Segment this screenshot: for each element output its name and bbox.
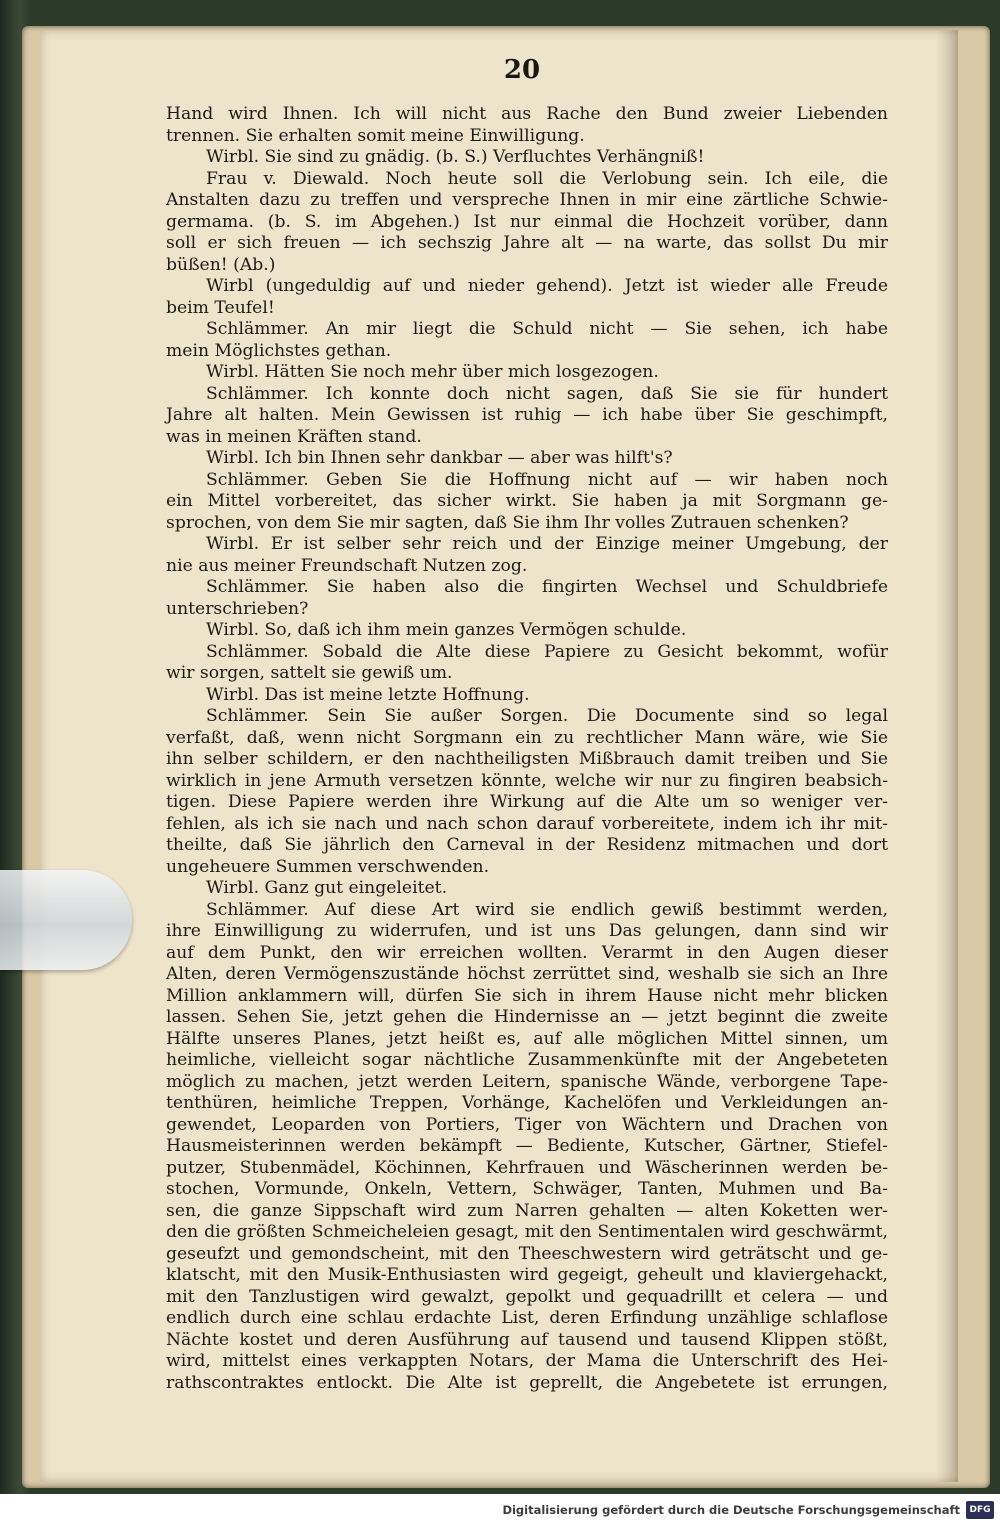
text-line: ihre Einwilligung zu widerrufen, und ist uns Das gelungen, dann sind wir: [166, 921, 888, 941]
text-line: sen, die ganze Sippschaft wird zum Narren gehalten — alten Koketten wer-: [166, 1200, 888, 1221]
text-line: Nächte kostet und deren Ausführung auf tausend und tausend Klippen stößt,: [166, 1329, 888, 1350]
body-text: [166, 104, 888, 1394]
text-line: Schlämmer. Sobald die Alte diese Papiere zu Gesicht bekommt, wofür: [206, 641, 888, 662]
text-line: Schlämmer. An mir liegt die Schuld nicht — Sie sehen, ich habe: [206, 319, 888, 339]
dfg-logo-icon: DFG: [966, 1501, 994, 1519]
text-line: klatscht, mit den Musik-Enthusiasten wird gegeigt, geheult und klaviergehackt,: [166, 1265, 888, 1285]
text-line: nie aus meiner Freundschaft Nutzen zog.: [166, 555, 528, 576]
text-line: trennen. Sie erhalten somit meine Einwilligung.: [166, 125, 585, 146]
text-line: stochen, Vormunde, Onkeln, Vettern, Schwäger, Tanten, Muhmen und Ba-: [166, 1179, 888, 1199]
text-line: den die größten Schmeicheleien gesagt, mit den Sentimentalen wird geschwärmt,: [166, 1222, 888, 1242]
page-clip: [0, 870, 132, 970]
text-line: Wirbl. Das ist meine letzte Hoffnung.: [206, 684, 530, 705]
text-line: Anstalten dazu zu treffen und verspreche Ihnen in mir eine zärtliche Schwie-: [166, 190, 888, 210]
text-line: Schlämmer. Geben Sie die Hoffnung nicht auf — wir haben noch: [206, 469, 888, 490]
text-line: theilte, daß Sie jährlich den Carneval in der Residenz mitmachen und dort: [166, 835, 888, 855]
text-line: lassen. Sehen Sie, jetzt gehen die Hindernisse an — jetzt beginnt die zweite: [166, 1007, 888, 1027]
text-line: Frau v. Diewald. Noch heute soll die Verlobung sein. Ich eile, die: [206, 168, 888, 189]
dfg-credit: Digitalisierung gefördert durch die Deutsche Forschungsgemeinschaft: [502, 1503, 960, 1517]
text-line: Hälfte unseres Planes, jetzt heißt es, auf alle möglichen Mittel sinnen, um: [166, 1028, 888, 1049]
text-line: Wirbl. Ich bin Ihnen sehr dankbar — aber was hilft's?: [206, 448, 673, 468]
text-line: putzer, Stubenmädel, Köchinnen, Kehrfrauen und Wäscherinnen werden be-: [166, 1157, 888, 1178]
text-line: büßen! (Ab.): [166, 254, 276, 275]
text-line: sprochen, von dem Sie mir sagten, daß Sie ihm Ihr volles Zutrauen schenken?: [166, 512, 849, 533]
text-line: Jahre alt halten. Mein Gewissen ist ruhig — ich habe über Sie geschimpft,: [166, 405, 888, 425]
text-line: heimliche, vielleicht sogar nächtliche Zusammenkünfte mit der Angebeteten: [166, 1050, 888, 1070]
text-line: endlich durch eine schlau erdachte List, deren Erfindung unzählige schlaflose: [166, 1308, 888, 1328]
text-line: auf dem Punkt, den wir erreichen wollten. Verarmt in den Augen dieser: [166, 942, 888, 963]
text-line: Wirbl (ungeduldig auf und nieder gehend). Jetzt ist wieder alle Freude: [206, 276, 888, 296]
text-line: Wirbl. Sie sind zu gnädig. (b. S.) Verfluchtes Verhängniß!: [206, 147, 705, 167]
text-line: mein Möglichstes gethan.: [166, 340, 392, 361]
text-line: wir sorgen, sattelt sie gewiß um.: [166, 663, 453, 683]
text-line: tenthüren, heimliche Treppen, Vorhänge, Kachelöfen und Verkleidungen an-: [166, 1093, 888, 1113]
text-line: Wirbl. Hätten Sie noch mehr über mich losgezogen.: [206, 362, 659, 382]
text-line: rathscontraktes entlockt. Die Alte ist geprellt, die Angebetete ist errungen,: [166, 1372, 888, 1393]
text-line: möglich zu machen, jetzt werden Leitern, spanische Wände, verborgene Tape-: [166, 1071, 888, 1092]
text-line: ungeheuere Summen verschwenden.: [166, 856, 490, 877]
text-line: germama. (b. S. im Abgehen.) Ist nur einmal die Hochzeit vorüber, dann: [166, 211, 888, 232]
text-line: Schlämmer. Sein Sie außer Sorgen. Die Documente sind so legal: [206, 706, 888, 726]
text-line: wirklich in jene Armuth versetzen könnte, welche wir nur zu fingiren beabsich-: [166, 770, 888, 791]
text-line: Hand wird Ihnen. Ich will nicht aus Rache den Bund zweier Liebenden: [166, 104, 888, 124]
text-line: wird, mittelst eines verkappten Notars, der Mama die Unterschrift des Hei-: [166, 1351, 888, 1371]
text-line: Wirbl. So, daß ich ihm mein ganzes Vermögen schulde.: [206, 620, 687, 640]
text-line: ihn selber schildern, er den nachtheiligsten Mißbrauch damit treiben und Sie: [166, 749, 888, 769]
text-line: Million anklammern will, dürfen Sie sich in ihrem Hause nicht mehr blicken: [166, 985, 888, 1006]
text-line: Hausmeisterinnen werden bekämpft — Bediente, Kutscher, Gärtner, Stiefel-: [166, 1136, 888, 1156]
text-line: verfaßt, daß, wenn nicht Sorgmann ein zu rechtlicher Mann wäre, wie Sie: [166, 727, 888, 748]
text-line: Alten, deren Vermögenszustände höchst zerrüttet sind, weshalb sie sich an Ihre: [166, 964, 888, 984]
text-line: Wirbl. Er ist selber sehr reich und der Einzige meiner Umgebung, der: [206, 534, 888, 554]
digitization-footer: [0, 1494, 1000, 1526]
text-line: ein Mittel vorbereitet, das sicher wirkt. Sie haben ja mit Sorgmann ge-: [166, 491, 888, 511]
page-number: 20: [503, 55, 541, 85]
text-line: Schlämmer. Sie haben also die fingirten Wechsel und Schuldbriefe: [206, 577, 888, 597]
text-line: Wirbl. Ganz gut eingeleitet.: [206, 878, 448, 898]
text-line: soll er sich freuen — ich sechszig Jahre alt — na warte, das sollst Du mir: [166, 233, 888, 253]
text-line: geseufzt und gemondscheint, mit den Theeschwestern wird geträtscht und ge-: [166, 1243, 888, 1264]
text-line: Schlämmer. Ich konnte doch nicht sagen, daß Sie sie für hundert: [206, 383, 888, 404]
text-line: mit den Tanzlustigen wird gewalzt, gepolkt und gequadrillt et celera — und: [166, 1286, 888, 1307]
text-line: tigen. Diese Papiere werden ihre Wirkung auf die Alte um so weniger ver-: [166, 792, 888, 812]
text-line: unterschrieben?: [166, 598, 309, 619]
text-line: beim Teufel!: [166, 297, 275, 318]
text-line: was in meinen Kräften stand.: [166, 426, 422, 447]
text-line: gewendet, Leoparden von Portiers, Tiger von Wächtern und Drachen von: [166, 1114, 888, 1135]
text-line: Schlämmer. Auf diese Art wird sie endlich gewiß bestimmt werden,: [206, 899, 888, 920]
text-line: fehlen, als ich sie nach und nach schon darauf vorbereitete, indem ich ihr mit-: [166, 813, 888, 834]
